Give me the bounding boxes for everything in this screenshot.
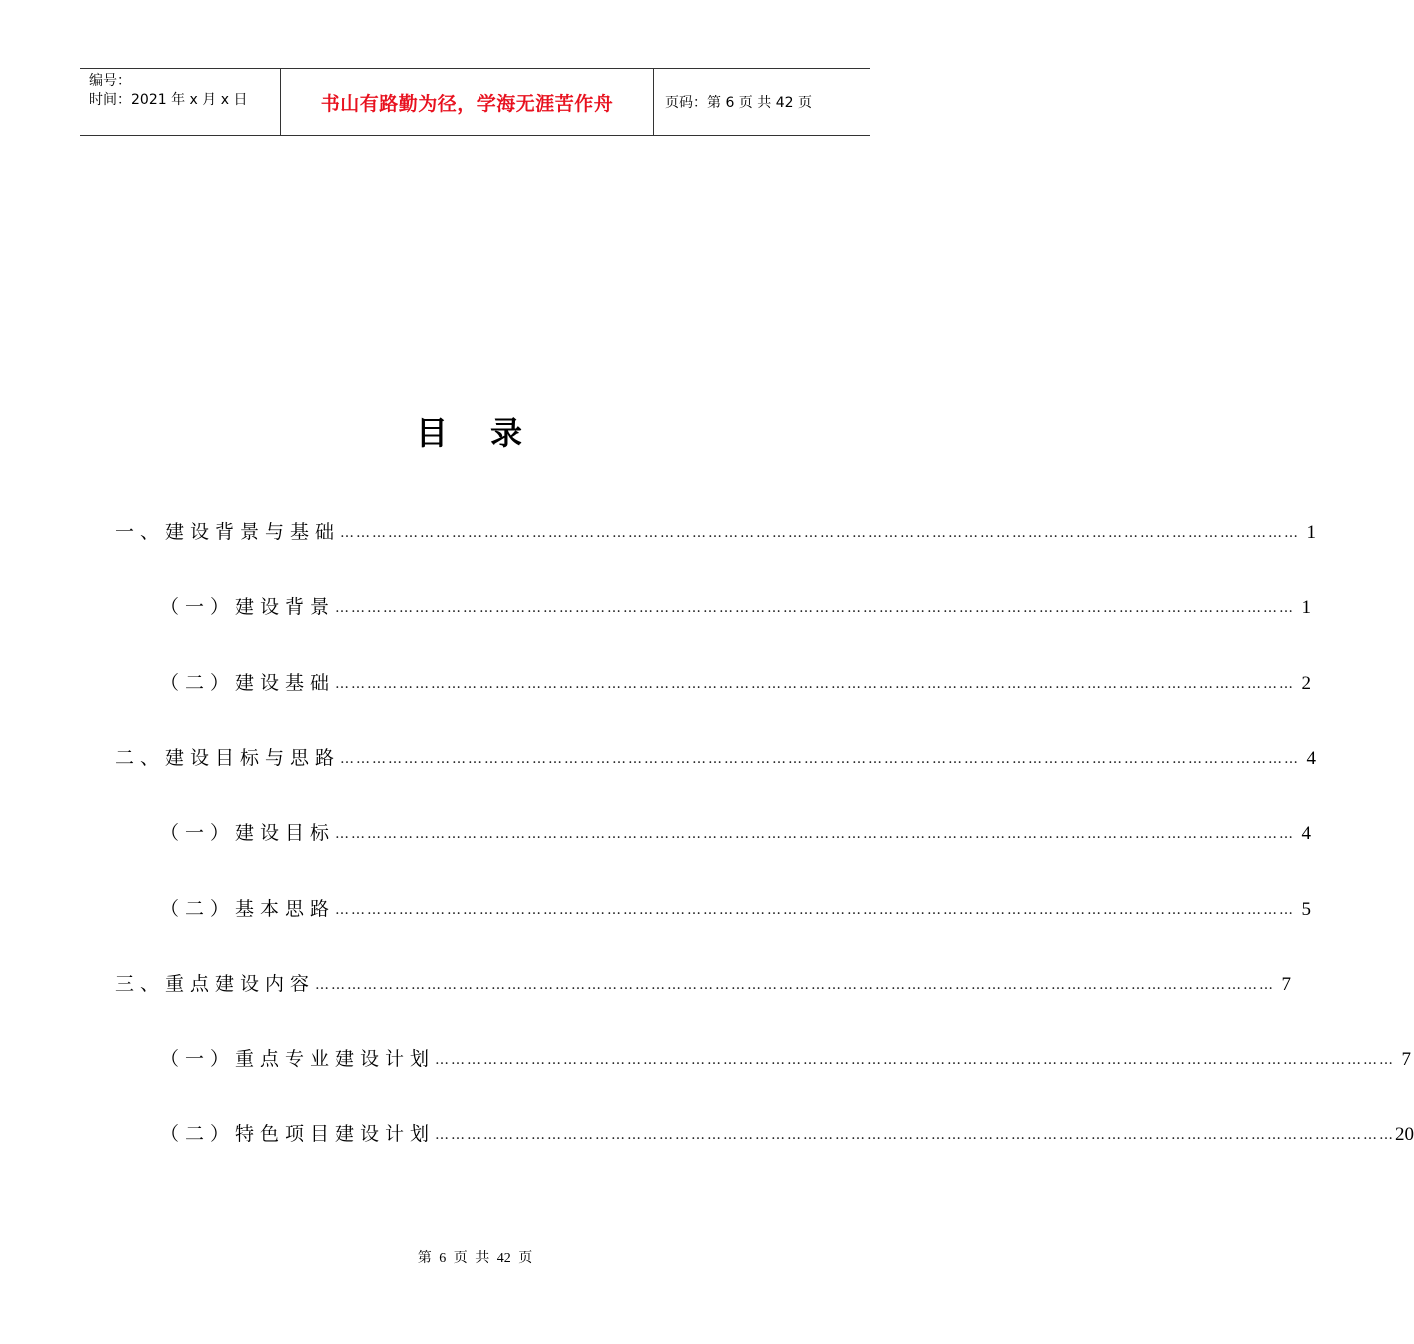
toc-entry-label: 三、重点建设内容	[115, 973, 316, 995]
toc-entry-label: 二、建设目标与思路	[115, 747, 341, 769]
toc-entry-label: （一）建设背景	[160, 596, 336, 618]
header-motto: 书山有路勤为径，学海无涯苦作舟	[320, 92, 614, 115]
toc-leader-dots: ………………………………………………………………………………………………………………………………………………………………	[335, 826, 1296, 842]
toc-entry[interactable]	[115, 742, 1317, 770]
toc-leader-dots: ………………………………………………………………………………………………………………………………………………………………	[335, 902, 1296, 918]
toc-entry[interactable]	[115, 516, 1317, 544]
toc-entry-label: （二）特色项目建设计划	[160, 1123, 436, 1145]
toc-entry-label: 一、建设背景与基础	[115, 521, 341, 543]
header-page-info: 页码：第 6 页 共 42 页	[665, 95, 812, 111]
toc-entry-page-number: 2	[1301, 673, 1312, 694]
toc-leader-dots: ………………………………………………………………………………………………………………………………………………………………	[340, 751, 1301, 767]
toc-entry[interactable]	[160, 667, 1312, 695]
toc-entry[interactable]	[160, 893, 1312, 921]
toc-entry[interactable]	[160, 591, 1312, 619]
toc-title: 目录	[415, 414, 564, 452]
toc-entry-label: （一）重点专业建设计划	[160, 1048, 436, 1070]
toc-leader-dots: ………………………………………………………………………………………………………………………………………………………………	[435, 1052, 1396, 1068]
toc-leader-dots: ………………………………………………………………………………………………………………………………………………………………	[340, 525, 1301, 541]
toc-entry-page-number: 5	[1301, 899, 1312, 920]
toc-entry[interactable]	[160, 817, 1312, 845]
toc-entry-page-number: 7	[1281, 974, 1292, 995]
toc-leader-dots: ………………………………………………………………………………………………………………………………………………………………	[335, 676, 1296, 692]
page-footer: 第 6 页 共 42 页	[417, 1251, 533, 1266]
document-number-label: 编号：	[89, 73, 131, 89]
document-time-label: 时间：2021 年 x 月 x 日	[89, 92, 248, 108]
toc-entry-page-number: 4	[1306, 748, 1317, 769]
toc-entry-page-number: 4	[1301, 823, 1312, 844]
toc-entry[interactable]	[160, 1043, 1412, 1071]
toc-entry-label: （二）建设基础	[160, 672, 336, 694]
toc-entry[interactable]	[115, 968, 1292, 996]
toc-entry-page-number: 1	[1301, 597, 1312, 618]
toc-entry-page-number: 1	[1306, 522, 1317, 543]
toc-entry-label: （二）基本思路	[160, 898, 336, 920]
toc-leader-dots: ………………………………………………………………………………………………………………………………………………………………	[315, 977, 1276, 993]
toc-entry-page-number: 7	[1401, 1049, 1412, 1070]
toc-entry[interactable]	[160, 1118, 1414, 1146]
toc-leader-dots: ………………………………………………………………………………………………………………………………………………………………	[335, 600, 1296, 616]
toc-leader-dots: ………………………………………………………………………………………………………………………………………………………………	[435, 1127, 1396, 1143]
toc-entry-page-number: 20	[1395, 1124, 1414, 1145]
toc-entry-label: （一）建设目标	[160, 822, 336, 844]
